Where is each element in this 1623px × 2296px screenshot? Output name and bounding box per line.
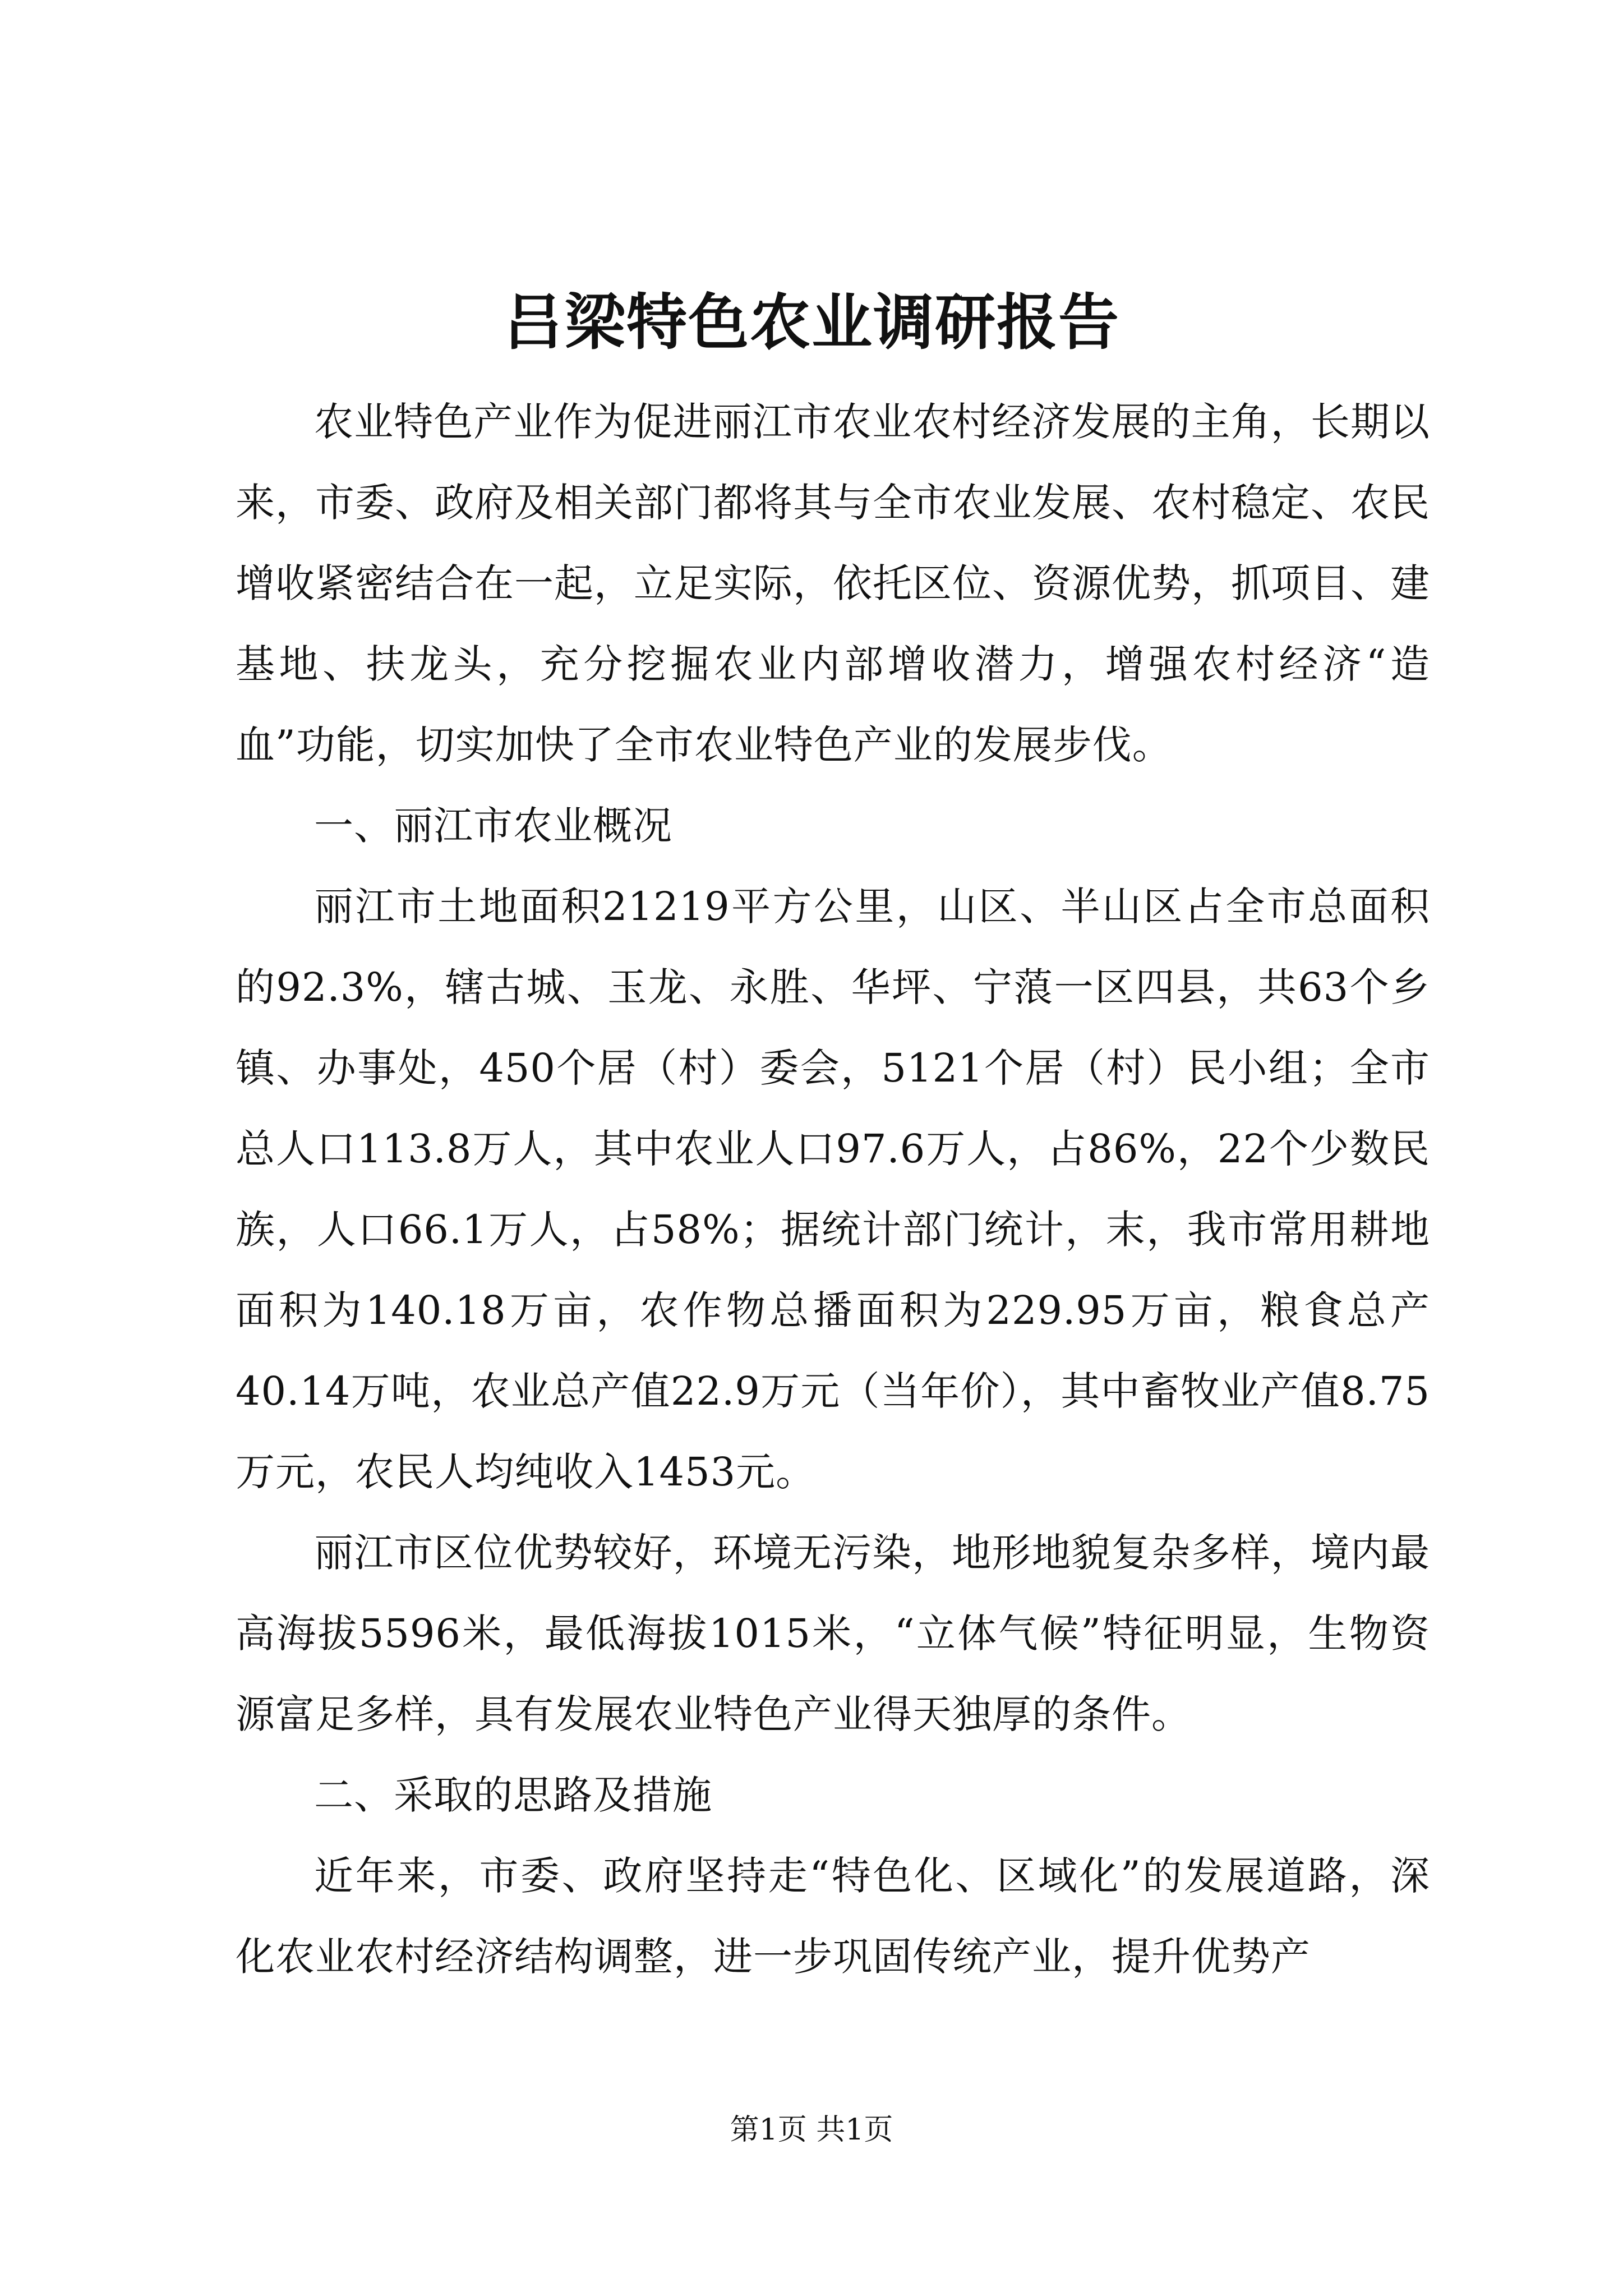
section-heading-overview: 一、丽江市农业概况 <box>314 803 672 849</box>
paragraph-overview: 丽江市土地面积21219平方公里，山区、半山区占全市总面积的92.3%，辖古城、玉龙、永胜、华坪、宁蒗一区四县，共63个乡镇、办事处，450个居（村）委会，5121个居（村）民小组；全市总人口113.8万人，其中农业人口97.6万人，占86%，22个少数民族，人口66.1万人，占58%；据统计部门统计，末，我市常用耕地面积为140.18万亩，农作物总播面积为229.95万亩，粮食总产40.14万吨，农业总产值22.9万元（当年价），其中畜牧业产值8.75万元，农民人均纯收入1453元。 <box>236 884 1430 1495</box>
paragraph-intro: 农业特色产业作为促进丽江市农业农村经济发展的主角，长期以来，市委、政府及相关部门都将其与全市农业发展、农村稳定、农民增收紧密结合在一起，立足实际，依托区位、资源优势，抓项目、建基地、扶龙头，充分挖掘农业内部增收潜力，增强农村经济“造血”功能，切实加快了全市农业特色产业的发展步伐。 <box>236 399 1430 768</box>
page-footer: 第1页 共1页 <box>730 2113 893 2147</box>
document-body <box>236 381 1430 1997</box>
document-title: 吕梁特色农业调研报告 <box>502 287 1120 358</box>
paragraph-measures: 近年来，市委、政府坚持走“特色化、区域化”的发展道路，深化农业农村经济结构调整，进一步巩固传统产业，提升优势产 <box>236 1853 1430 1980</box>
paragraph-location-advantage: 丽江市区位优势较好，环境无污染，地形地貌复杂多样，境内最高海拔5596米，最低海拔1015米，“立体气候”特征明显，生物资源富足多样，具有发展农业特色产业得天独厚的条件。 <box>236 1530 1430 1737</box>
section-heading-measures: 二、采取的思路及措施 <box>314 1772 712 1818</box>
